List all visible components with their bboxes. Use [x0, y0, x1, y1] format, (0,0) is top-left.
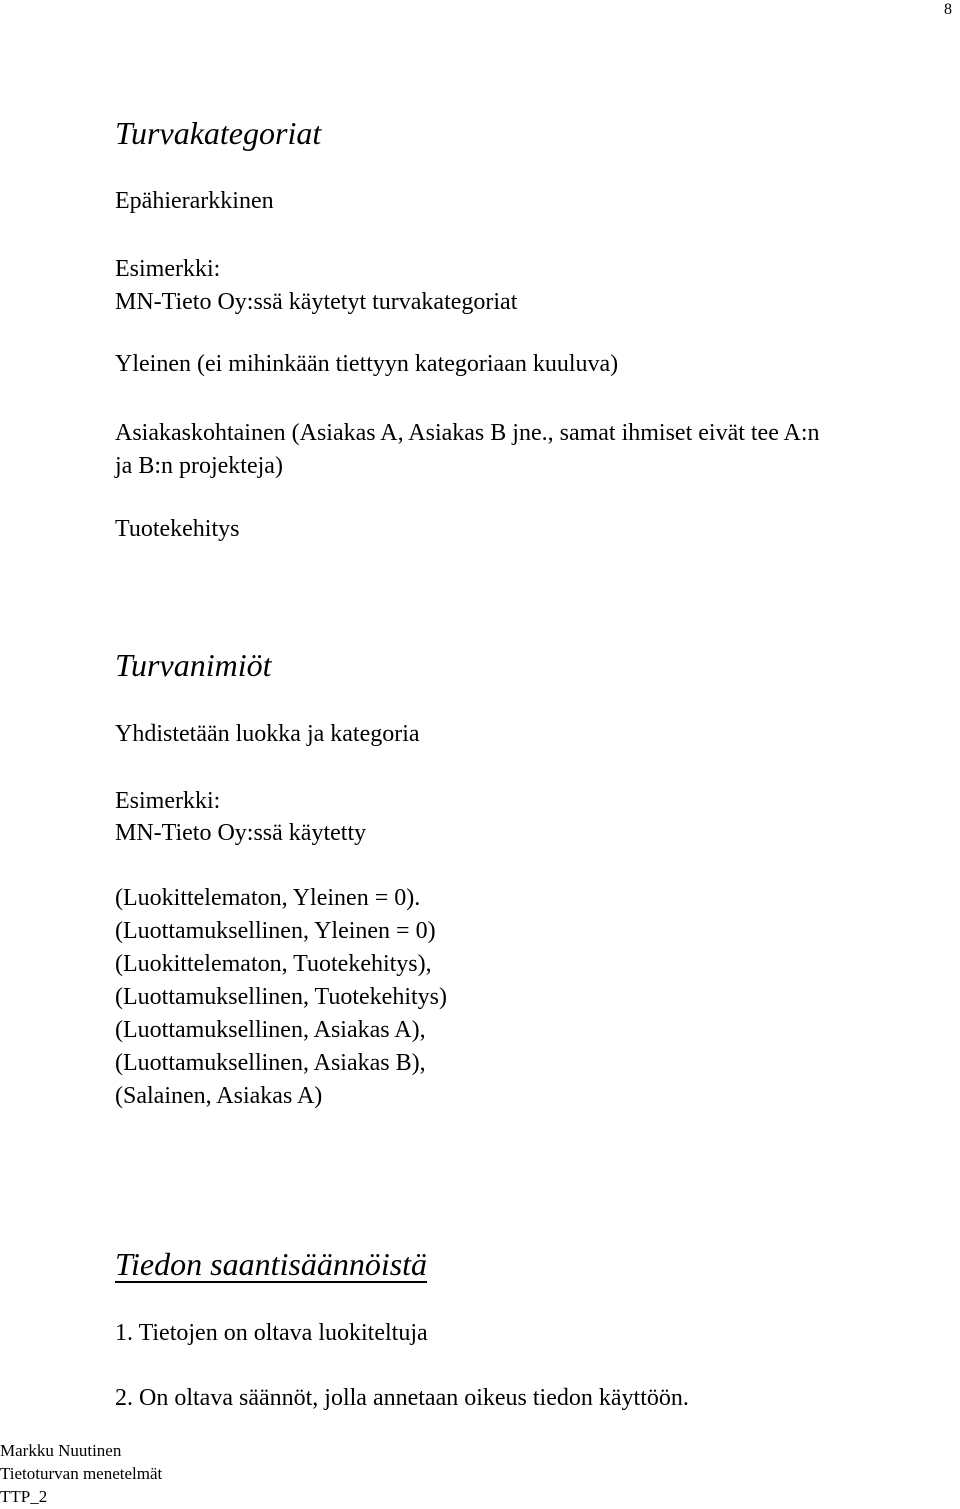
security-label-item: (Luottamuksellinen, Asiakas B), — [115, 1050, 426, 1076]
security-label-item: (Luottamuksellinen, Asiakas A), — [115, 1017, 426, 1043]
access-rule-item: 1. Tietojen on oltava luokiteltuja — [115, 1320, 428, 1346]
subtitle-epahierarkkinen: Epähierarkkinen — [115, 188, 274, 214]
example-label-2: Esimerkki: — [115, 788, 221, 814]
subtitle-yhdistetaan: Yhdistetään luokka ja kategoria — [115, 721, 420, 747]
category-item-continuation: ja B:n projekteja) — [115, 453, 283, 479]
footer-course: Tietoturvan menetelmät — [0, 1464, 163, 1483]
page-number: 8 — [944, 1, 952, 18]
example-label-1: Esimerkki: — [115, 256, 221, 282]
footer-code: TTP_2 — [0, 1487, 48, 1506]
security-label-item: (Luokittelematon, Yleinen = 0). — [115, 885, 421, 911]
security-label-item: (Luottamuksellinen, Tuotekehitys) — [115, 984, 447, 1010]
category-item: Yleinen (ei mihinkään tiettyyn kategoriaan kuuluva) — [115, 351, 619, 377]
category-item: Asiakaskohtainen (Asiakas A, Asiakas B jne., samat ihmiset eivät tee A:n — [115, 420, 820, 446]
access-rule-item: 2. On oltava säännöt, jolla annetaan oikeus tiedon käyttöön. — [115, 1385, 689, 1411]
heading-turvanimiot: Turvanimiöt — [115, 647, 272, 683]
heading-turvakategoriat: Turvakategoriat — [115, 115, 322, 151]
security-label-item: (Luottamuksellinen, Yleinen = 0) — [115, 918, 436, 944]
category-item: Tuotekehitys — [115, 516, 240, 542]
security-label-item: (Luokittelematon, Tuotekehitys), — [115, 951, 432, 977]
heading-tiedon-saantisaannoista: Tiedon saantisäännöistä — [115, 1246, 428, 1282]
security-label-item: (Salainen, Asiakas A) — [115, 1083, 323, 1109]
footer-author: Markku Nuutinen — [0, 1441, 122, 1460]
example-text-1: MN-Tieto Oy:ssä käytetyt turvakategoriat — [115, 289, 518, 315]
example-text-2: MN-Tieto Oy:ssä käytetty — [115, 820, 367, 846]
